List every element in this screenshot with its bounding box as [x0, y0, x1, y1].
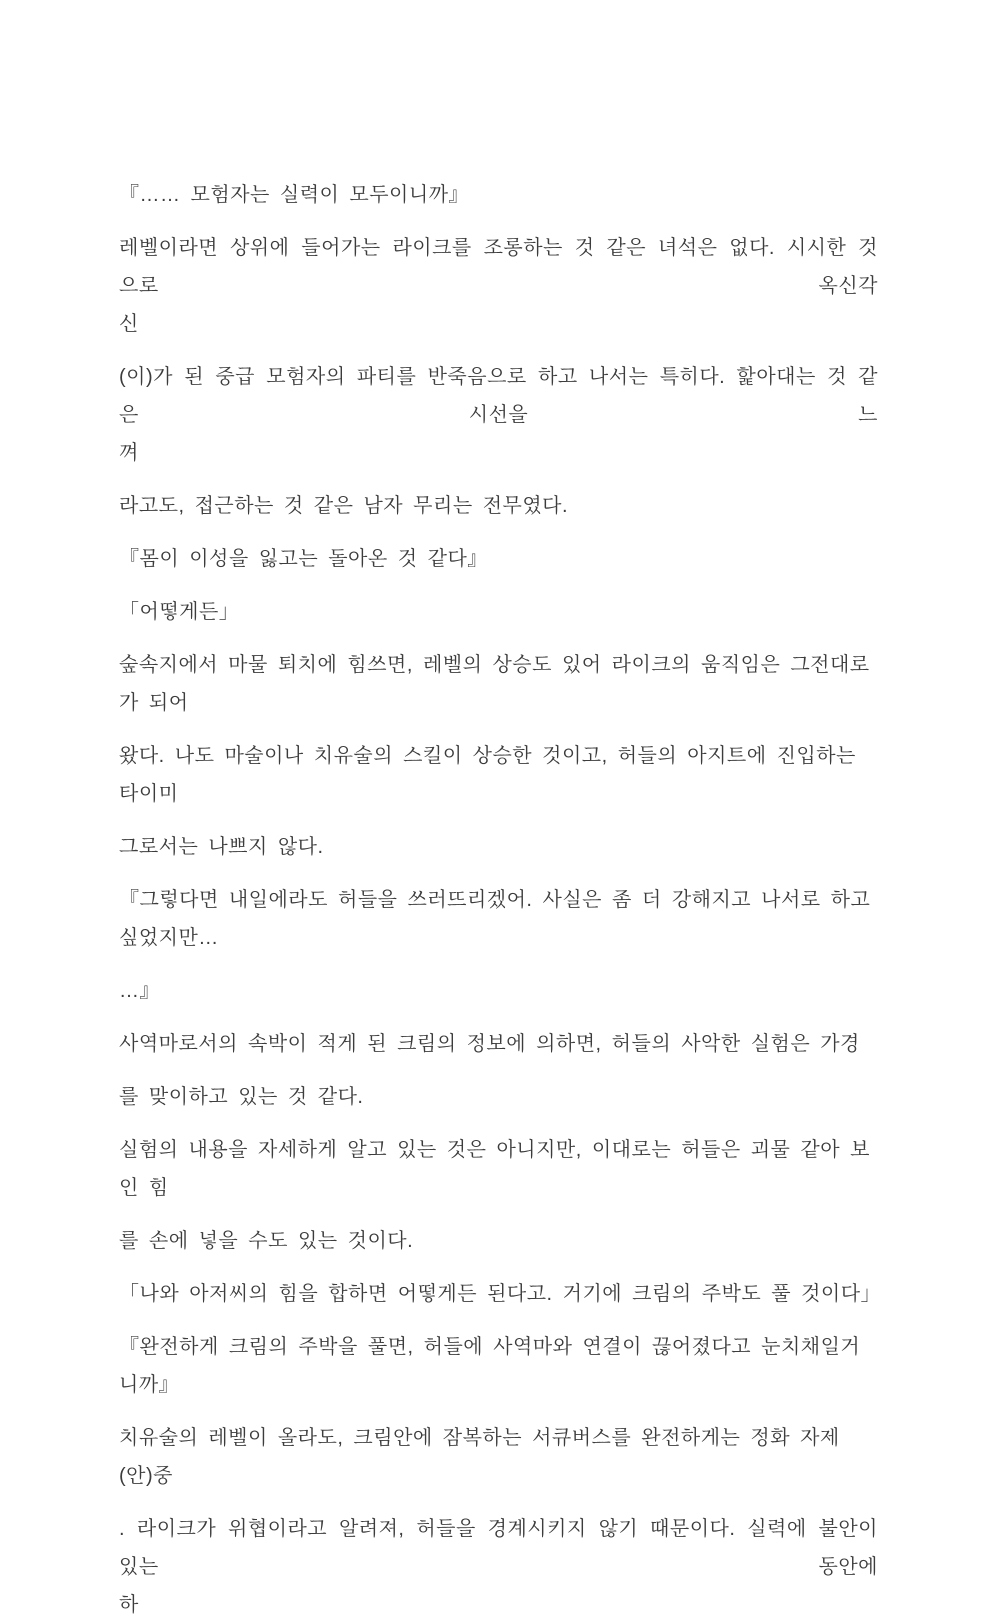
text-line: 를 손에 넣을 수도 있는 것이다.	[119, 1230, 414, 1252]
text-line: . 라이크가 위협이라고 알려져, 허들을 경계시키지 않기 때문이다. 실력에 불안이 있는 동안에	[119, 1518, 878, 1578]
text-line: 실험의 내용을 자세하게 알고 있는 것은 아니지만, 이대로는 허들은 괴물 같아 보인 힘	[119, 1139, 870, 1199]
text-line: …』	[119, 980, 160, 1002]
text-line: 치유술의 레벨이 올라도, 크림안에 잠복하는 서큐버스를 완전하게는 정화 자제 (안)중	[119, 1427, 840, 1487]
text-line: 『완전하게 크림의 주박을 풀면, 허들에 사역마와 연결이 끊어졌다고 눈치채일거니까』	[119, 1336, 861, 1396]
paragraph	[119, 358, 878, 472]
paragraph	[119, 1419, 878, 1495]
paragraph	[119, 646, 878, 722]
text-line: 를 맞이하고 있는 것 같다.	[119, 1086, 364, 1108]
paragraph	[119, 828, 878, 866]
text-line: 『…… 모험자는 실력이 모두이니까』	[119, 184, 470, 206]
text-line: 숲속지에서 마물 퇴치에 힘쓰면, 레벨의 상승도 있어 라이크의 움직임은 그전대로가 되어	[119, 654, 870, 714]
text-line: 「어떻게든」	[119, 601, 240, 623]
text-line: 라고도, 접근하는 것 같은 남자 무리는 전무였다.	[119, 495, 569, 517]
paragraph	[119, 1078, 878, 1116]
paragraph	[119, 1025, 878, 1063]
paragraph	[119, 540, 878, 578]
text-line: 레벨이라면 상위에 들어가는 라이크를 조롱하는 것 같은 녀석은 없다. 시시한 것으로 옥신각	[119, 237, 878, 297]
text-line: 『몸이 이성을 잃고는 돌아온 것 같다』	[119, 548, 488, 570]
text-line: 그로서는 나쁘지 않다.	[119, 836, 324, 858]
paragraph	[119, 972, 878, 1010]
paragraph	[119, 593, 878, 631]
text-line: 왔다. 나도 마술이나 치유술의 스킬이 상승한 것이고, 허들의 아지트에 진입하는 타이미	[119, 745, 856, 805]
paragraph	[119, 1275, 882, 1313]
paragraph	[119, 1131, 878, 1207]
text-line: 『그렇다면 내일에라도 허들을 쓰러뜨리겠어. 사실은 좀 더 강해지고 나서로 하고 싶었지만…	[119, 889, 871, 949]
paragraph	[119, 487, 878, 525]
text-line: 「나와 아저씨의 힘을 합하면 어떻게든 된다고. 거기에 크림의 주박도 풀 것이다」	[119, 1283, 882, 1305]
paragraph	[119, 229, 878, 343]
paragraph	[119, 1222, 878, 1260]
paragraph	[119, 881, 878, 957]
text-line: (이)가 된 중급 모험자의 파티를 반죽음으로 하고 나서는 특히다. 핥아대는 것 같은 시선을 느	[119, 366, 878, 426]
text-line: 껴	[119, 442, 139, 464]
text-line: 사역마로서의 속박이 적게 된 크림의 정보에 의하면, 허들의 사악한 실험은 가경	[119, 1033, 860, 1055]
paragraph	[119, 737, 878, 813]
text-line: 신	[119, 313, 139, 335]
text-line: 하	[119, 1594, 139, 1616]
paragraph	[119, 1328, 878, 1404]
paragraph	[119, 1510, 878, 1624]
paragraph	[119, 176, 878, 214]
